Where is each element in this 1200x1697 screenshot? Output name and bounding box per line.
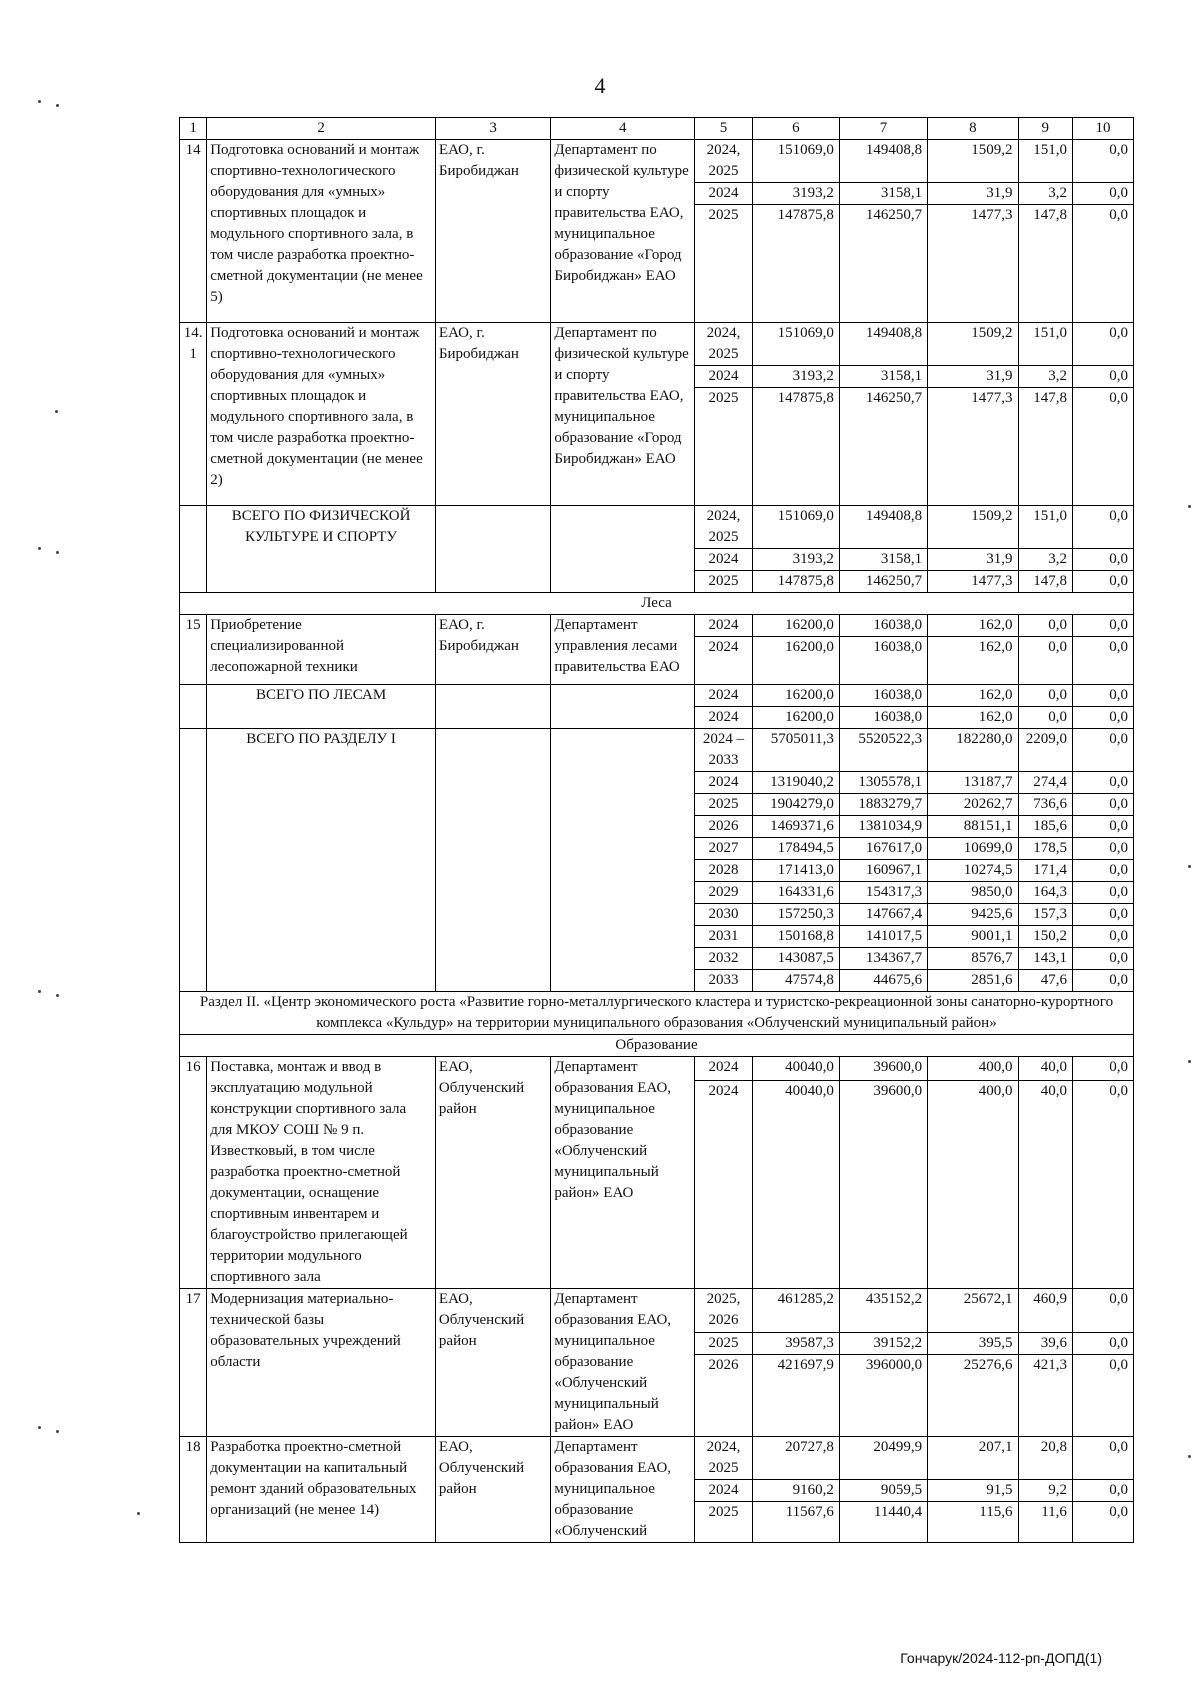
amount-cell: 0,0 bbox=[1072, 323, 1133, 366]
amount-cell: 0,0 bbox=[1072, 1502, 1133, 1543]
amount-cell: 146250,7 bbox=[839, 571, 927, 593]
amount-cell: 141017,5 bbox=[839, 926, 927, 948]
item-number-cell: 15 bbox=[180, 615, 207, 685]
amount-cell: 0,0 bbox=[1018, 615, 1072, 637]
amount-cell: 10274,5 bbox=[928, 860, 1018, 882]
amount-cell: 0,0 bbox=[1072, 388, 1133, 506]
empty-cell bbox=[435, 685, 550, 729]
amount-cell: 0,0 bbox=[1072, 729, 1133, 772]
amount-cell: 151069,0 bbox=[752, 323, 839, 366]
executor-cell: Департамент по физической культуре и спорту правительства ЕАО, муниципальное образование «Город Биробиджан» ЕАО bbox=[551, 323, 695, 506]
year-cell: 2033 bbox=[695, 970, 753, 992]
amount-cell: 10699,0 bbox=[928, 838, 1018, 860]
amount-cell: 13187,7 bbox=[928, 772, 1018, 794]
scan-speck bbox=[1188, 505, 1191, 508]
table-row bbox=[180, 1057, 1134, 1081]
year-cell: 2025 bbox=[695, 205, 753, 323]
scan-speck bbox=[137, 1512, 140, 1515]
empty-cell bbox=[551, 729, 695, 992]
amount-cell: 39600,0 bbox=[839, 1057, 927, 1081]
item-number-cell: 14.1 bbox=[180, 323, 207, 506]
amount-cell: 11,6 bbox=[1018, 1502, 1072, 1543]
amount-cell: 16200,0 bbox=[752, 615, 839, 637]
year-cell: 2024, 2025 bbox=[695, 323, 753, 366]
header-row bbox=[180, 118, 1134, 140]
header-cell: 8 bbox=[928, 118, 1018, 140]
amount-cell: 0,0 bbox=[1072, 685, 1133, 707]
amount-cell: 207,1 bbox=[928, 1437, 1018, 1480]
scan-speck bbox=[38, 990, 41, 993]
amount-cell: 0,0 bbox=[1072, 1437, 1133, 1480]
executor-cell: Департамент управления лесами правительства ЕАО bbox=[551, 615, 695, 685]
amount-cell: 154317,3 bbox=[839, 882, 927, 904]
amount-cell: 44675,6 bbox=[839, 970, 927, 992]
header-cell: 9 bbox=[1018, 118, 1072, 140]
empty-cell bbox=[435, 506, 550, 593]
amount-cell: 0,0 bbox=[1072, 1332, 1133, 1354]
amount-cell: 157,3 bbox=[1018, 904, 1072, 926]
amount-cell: 5705011,3 bbox=[752, 729, 839, 772]
amount-cell: 1904279,0 bbox=[752, 794, 839, 816]
amount-cell: 150168,8 bbox=[752, 926, 839, 948]
section-row bbox=[180, 1035, 1134, 1057]
amount-cell: 0,0 bbox=[1072, 366, 1133, 388]
item-number-cell: 18 bbox=[180, 1437, 207, 1543]
amount-cell: 0,0 bbox=[1072, 816, 1133, 838]
year-cell: 2024 bbox=[695, 637, 753, 685]
total-row bbox=[180, 729, 1134, 772]
amount-cell: 20262,7 bbox=[928, 794, 1018, 816]
amount-cell: 0,0 bbox=[1072, 1289, 1133, 1333]
year-cell: 2026 bbox=[695, 1354, 753, 1436]
amount-cell: 736,6 bbox=[1018, 794, 1072, 816]
amount-cell: 3158,1 bbox=[839, 366, 927, 388]
amount-cell: 147,8 bbox=[1018, 388, 1072, 506]
amount-cell: 147875,8 bbox=[752, 388, 839, 506]
amount-cell: 151069,0 bbox=[752, 506, 839, 549]
header-cell: 7 bbox=[839, 118, 927, 140]
amount-cell: 16038,0 bbox=[839, 637, 927, 685]
section-row bbox=[180, 992, 1134, 1035]
amount-cell: 421697,9 bbox=[752, 1354, 839, 1436]
amount-cell: 5520522,3 bbox=[839, 729, 927, 772]
year-cell: 2024 bbox=[695, 615, 753, 637]
year-cell: 2025 bbox=[695, 1502, 753, 1543]
amount-cell: 149408,8 bbox=[839, 323, 927, 366]
year-cell: 2028 bbox=[695, 860, 753, 882]
amount-cell: 115,6 bbox=[928, 1502, 1018, 1543]
total-row bbox=[180, 685, 1134, 707]
header-cell: 2 bbox=[207, 118, 436, 140]
executor-cell: Департамент образования ЕАО, муниципальное образование «Облученский муниципальный район» ЕАО bbox=[551, 1057, 695, 1289]
amount-cell: 149408,8 bbox=[839, 506, 927, 549]
amount-cell: 3193,2 bbox=[752, 549, 839, 571]
amount-cell: 11567,6 bbox=[752, 1502, 839, 1543]
year-cell: 2024, 2025 bbox=[695, 506, 753, 549]
amount-cell: 91,5 bbox=[928, 1480, 1018, 1502]
total-row bbox=[180, 506, 1134, 549]
amount-cell: 1305578,1 bbox=[839, 772, 927, 794]
total-label-cell: ВСЕГО ПО РАЗДЕЛУ I bbox=[207, 729, 436, 992]
header-cell: 6 bbox=[752, 118, 839, 140]
amount-cell: 178494,5 bbox=[752, 838, 839, 860]
amount-cell: 11440,4 bbox=[839, 1502, 927, 1543]
location-cell: ЕАО, г. Биробиджан bbox=[435, 615, 550, 685]
scan-speck bbox=[56, 551, 59, 554]
item-number-cell: 16 bbox=[180, 1057, 207, 1289]
scan-speck bbox=[1188, 865, 1191, 868]
location-cell: ЕАО, Облученский район bbox=[435, 1437, 550, 1543]
amount-cell: 0,0 bbox=[1072, 183, 1133, 205]
amount-cell: 2209,0 bbox=[1018, 729, 1072, 772]
amount-cell: 40,0 bbox=[1018, 1080, 1072, 1288]
section-heading-education: Образование bbox=[180, 1035, 1134, 1057]
amount-cell: 0,0 bbox=[1018, 637, 1072, 685]
amount-cell: 0,0 bbox=[1072, 205, 1133, 323]
amount-cell: 0,0 bbox=[1072, 838, 1133, 860]
amount-cell: 0,0 bbox=[1072, 707, 1133, 729]
amount-cell: 150,2 bbox=[1018, 926, 1072, 948]
amount-cell: 39,6 bbox=[1018, 1332, 1072, 1354]
amount-cell: 151,0 bbox=[1018, 140, 1072, 183]
table-row bbox=[180, 1437, 1134, 1480]
page-number: 4 bbox=[594, 73, 606, 98]
scan-speck bbox=[56, 994, 59, 997]
amount-cell: 9,2 bbox=[1018, 1480, 1072, 1502]
amount-cell: 31,9 bbox=[928, 366, 1018, 388]
amount-cell: 31,9 bbox=[928, 549, 1018, 571]
amount-cell: 9059,5 bbox=[839, 1480, 927, 1502]
amount-cell: 3158,1 bbox=[839, 183, 927, 205]
amount-cell: 39587,3 bbox=[752, 1332, 839, 1354]
amount-cell: 0,0 bbox=[1018, 685, 1072, 707]
amount-cell: 147,8 bbox=[1018, 205, 1072, 323]
year-cell: 2024 – 2033 bbox=[695, 729, 753, 772]
amount-cell: 3193,2 bbox=[752, 183, 839, 205]
amount-cell: 3193,2 bbox=[752, 366, 839, 388]
program-table bbox=[179, 117, 1134, 1543]
amount-cell: 88151,1 bbox=[928, 816, 1018, 838]
year-cell: 2024 bbox=[695, 1480, 753, 1502]
amount-cell: 0,0 bbox=[1072, 140, 1133, 183]
amount-cell: 16038,0 bbox=[839, 615, 927, 637]
year-cell: 2024, 2025 bbox=[695, 1437, 753, 1480]
year-cell: 2024 bbox=[695, 1080, 753, 1288]
amount-cell: 0,0 bbox=[1072, 926, 1133, 948]
amount-cell: 0,0 bbox=[1072, 1080, 1133, 1288]
section-heading-forest: Леса bbox=[180, 593, 1134, 615]
amount-cell: 171,4 bbox=[1018, 860, 1072, 882]
year-cell: 2024, 2025 bbox=[695, 140, 753, 183]
amount-cell: 16038,0 bbox=[839, 685, 927, 707]
amount-cell: 1319040,2 bbox=[752, 772, 839, 794]
scan-speck bbox=[1188, 1455, 1191, 1458]
item-name-cell: Модернизация материально-технической базы образовательных учреждений области bbox=[207, 1289, 436, 1437]
amount-cell: 2851,6 bbox=[928, 970, 1018, 992]
amount-cell: 421,3 bbox=[1018, 1354, 1072, 1436]
year-cell: 2024 bbox=[695, 549, 753, 571]
section-row bbox=[180, 593, 1134, 615]
amount-cell: 0,0 bbox=[1072, 1354, 1133, 1436]
amount-cell: 16200,0 bbox=[752, 637, 839, 685]
year-cell: 2032 bbox=[695, 948, 753, 970]
amount-cell: 3,2 bbox=[1018, 183, 1072, 205]
scan-speck bbox=[56, 104, 59, 107]
header-cell: 3 bbox=[435, 118, 550, 140]
amount-cell: 0,0 bbox=[1072, 948, 1133, 970]
location-cell: ЕАО, г. Биробиджан bbox=[435, 323, 550, 506]
year-cell: 2024 bbox=[695, 366, 753, 388]
amount-cell: 1469371,6 bbox=[752, 816, 839, 838]
year-cell: 2025 bbox=[695, 571, 753, 593]
amount-cell: 0,0 bbox=[1072, 860, 1133, 882]
amount-cell: 395,5 bbox=[928, 1332, 1018, 1354]
amount-cell: 9160,2 bbox=[752, 1480, 839, 1502]
empty-cell bbox=[180, 506, 207, 593]
amount-cell: 185,6 bbox=[1018, 816, 1072, 838]
amount-cell: 9001,1 bbox=[928, 926, 1018, 948]
amount-cell: 0,0 bbox=[1072, 794, 1133, 816]
item-name-cell: Разработка проектно-сметной документации на капитальный ремонт зданий образовательных организаций (не менее 14) bbox=[207, 1437, 436, 1543]
amount-cell: 151,0 bbox=[1018, 323, 1072, 366]
amount-cell: 3,2 bbox=[1018, 366, 1072, 388]
header-cell: 5 bbox=[695, 118, 753, 140]
empty-cell bbox=[180, 729, 207, 992]
scan-speck bbox=[38, 100, 41, 103]
header-cell: 1 bbox=[180, 118, 207, 140]
amount-cell: 20499,9 bbox=[839, 1437, 927, 1480]
empty-cell bbox=[551, 506, 695, 593]
document-footer: Гончарук/2024-112-рп-ДОПД(1) bbox=[900, 1650, 1102, 1666]
amount-cell: 40040,0 bbox=[752, 1057, 839, 1081]
amount-cell: 0,0 bbox=[1072, 882, 1133, 904]
total-label-cell: ВСЕГО ПО ЛЕСАМ bbox=[207, 685, 436, 729]
amount-cell: 396000,0 bbox=[839, 1354, 927, 1436]
table-row bbox=[180, 323, 1134, 366]
header-cell: 4 bbox=[551, 118, 695, 140]
amount-cell: 31,9 bbox=[928, 183, 1018, 205]
year-cell: 2025 bbox=[695, 388, 753, 506]
amount-cell: 147,8 bbox=[1018, 571, 1072, 593]
executor-cell: Департамент по физической культуре и спорту правительства ЕАО, муниципальное образование «Город Биробиджан» ЕАО bbox=[551, 140, 695, 323]
amount-cell: 1477,3 bbox=[928, 388, 1018, 506]
total-label-cell: ВСЕГО ПО ФИЗИЧЕСКОЙ КУЛЬТУРЕ И СПОРТУ bbox=[207, 506, 436, 593]
item-name-cell: Поставка, монтаж и ввод в эксплуатацию модульной конструкции спортивного зала для МКОУ СОШ № 9 п. Известковый, в том числе разработка проектно-сметной документации, оснащение спортивным инвентарем и благоустройство прилегающей территории модульного спортивного зала bbox=[207, 1057, 436, 1289]
amount-cell: 162,0 bbox=[928, 615, 1018, 637]
amount-cell: 39600,0 bbox=[839, 1080, 927, 1288]
amount-cell: 164331,6 bbox=[752, 882, 839, 904]
location-cell: ЕАО, Облученский район bbox=[435, 1057, 550, 1289]
amount-cell: 143087,5 bbox=[752, 948, 839, 970]
amount-cell: 460,9 bbox=[1018, 1289, 1072, 1333]
amount-cell: 0,0 bbox=[1072, 571, 1133, 593]
amount-cell: 25276,6 bbox=[928, 1354, 1018, 1436]
amount-cell: 164,3 bbox=[1018, 882, 1072, 904]
year-cell: 2029 bbox=[695, 882, 753, 904]
year-cell: 2024 bbox=[695, 1057, 753, 1081]
amount-cell: 0,0 bbox=[1072, 637, 1133, 685]
section-2-title: Раздел II. «Центр экономического роста «Развитие горно-металлургического кластера и туристско-рекреационной зоны санаторно-курортного комплекса «Кульдур» на территории муниципального образования «Облученский муниципальный район» bbox=[180, 992, 1134, 1035]
table-row bbox=[180, 1289, 1134, 1333]
year-cell: 2030 bbox=[695, 904, 753, 926]
amount-cell: 147875,8 bbox=[752, 205, 839, 323]
amount-cell: 182280,0 bbox=[928, 729, 1018, 772]
amount-cell: 461285,2 bbox=[752, 1289, 839, 1333]
amount-cell: 0,0 bbox=[1072, 549, 1133, 571]
amount-cell: 0,0 bbox=[1072, 1057, 1133, 1081]
amount-cell: 162,0 bbox=[928, 707, 1018, 729]
year-cell: 2025 bbox=[695, 1332, 753, 1354]
year-cell: 2024 bbox=[695, 685, 753, 707]
year-cell: 2024 bbox=[695, 183, 753, 205]
amount-cell: 1381034,9 bbox=[839, 816, 927, 838]
location-cell: ЕАО, Облученский район bbox=[435, 1289, 550, 1437]
item-name-cell: Подготовка оснований и монтаж спортивно-технологического оборудования для «умных» спортивных площадок и модульного спортивного зала, в том числе разработка проектно-сметной документации (не менее 2) bbox=[207, 323, 436, 506]
scan-speck bbox=[56, 1430, 59, 1433]
scan-speck bbox=[38, 547, 41, 550]
item-name-cell: Приобретение специализированной лесопожарной техники bbox=[207, 615, 436, 685]
amount-cell: 146250,7 bbox=[839, 205, 927, 323]
amount-cell: 3,2 bbox=[1018, 549, 1072, 571]
amount-cell: 157250,3 bbox=[752, 904, 839, 926]
scan-speck bbox=[38, 1426, 41, 1429]
amount-cell: 1509,2 bbox=[928, 140, 1018, 183]
amount-cell: 162,0 bbox=[928, 685, 1018, 707]
amount-cell: 20727,8 bbox=[752, 1437, 839, 1480]
amount-cell: 1509,2 bbox=[928, 506, 1018, 549]
amount-cell: 16200,0 bbox=[752, 685, 839, 707]
year-cell: 2027 bbox=[695, 838, 753, 860]
amount-cell: 1477,3 bbox=[928, 205, 1018, 323]
amount-cell: 1477,3 bbox=[928, 571, 1018, 593]
amount-cell: 435152,2 bbox=[839, 1289, 927, 1333]
amount-cell: 160967,1 bbox=[839, 860, 927, 882]
amount-cell: 167617,0 bbox=[839, 838, 927, 860]
item-name-cell: Подготовка оснований и монтаж спортивно-технологического оборудования для «умных» спортивных площадок и модульного спортивного зала, в том числе разработка проектно-сметной документации (не менее 5) bbox=[207, 140, 436, 323]
amount-cell: 151069,0 bbox=[752, 140, 839, 183]
table-row bbox=[180, 615, 1134, 637]
amount-cell: 178,5 bbox=[1018, 838, 1072, 860]
amount-cell: 8576,7 bbox=[928, 948, 1018, 970]
amount-cell: 400,0 bbox=[928, 1057, 1018, 1081]
executor-cell: Департамент образования ЕАО, муниципальное образование «Облученский bbox=[551, 1437, 695, 1543]
amount-cell: 134367,7 bbox=[839, 948, 927, 970]
amount-cell: 40040,0 bbox=[752, 1080, 839, 1288]
amount-cell: 25672,1 bbox=[928, 1289, 1018, 1333]
table-row bbox=[180, 140, 1134, 183]
empty-cell bbox=[551, 685, 695, 729]
amount-cell: 151,0 bbox=[1018, 506, 1072, 549]
header-cell: 10 bbox=[1072, 118, 1133, 140]
year-cell: 2031 bbox=[695, 926, 753, 948]
amount-cell: 0,0 bbox=[1072, 904, 1133, 926]
year-cell: 2025 bbox=[695, 794, 753, 816]
scan-speck bbox=[1188, 1060, 1191, 1063]
amount-cell: 147667,4 bbox=[839, 904, 927, 926]
amount-cell: 149408,8 bbox=[839, 140, 927, 183]
amount-cell: 0,0 bbox=[1072, 772, 1133, 794]
amount-cell: 147875,8 bbox=[752, 571, 839, 593]
amount-cell: 1509,2 bbox=[928, 323, 1018, 366]
year-cell: 2026 bbox=[695, 816, 753, 838]
amount-cell: 0,0 bbox=[1072, 1480, 1133, 1502]
amount-cell: 171413,0 bbox=[752, 860, 839, 882]
empty-cell bbox=[435, 729, 550, 992]
item-number-cell: 14 bbox=[180, 140, 207, 323]
scan-speck bbox=[55, 410, 58, 413]
amount-cell: 162,0 bbox=[928, 637, 1018, 685]
amount-cell: 47,6 bbox=[1018, 970, 1072, 992]
amount-cell: 16200,0 bbox=[752, 707, 839, 729]
amount-cell: 3158,1 bbox=[839, 549, 927, 571]
amount-cell: 20,8 bbox=[1018, 1437, 1072, 1480]
location-cell: ЕАО, г. Биробиджан bbox=[435, 140, 550, 323]
amount-cell: 274,4 bbox=[1018, 772, 1072, 794]
amount-cell: 0,0 bbox=[1072, 615, 1133, 637]
amount-cell: 1883279,7 bbox=[839, 794, 927, 816]
amount-cell: 39152,2 bbox=[839, 1332, 927, 1354]
amount-cell: 16038,0 bbox=[839, 707, 927, 729]
amount-cell: 0,0 bbox=[1072, 506, 1133, 549]
amount-cell: 47574,8 bbox=[752, 970, 839, 992]
amount-cell: 143,1 bbox=[1018, 948, 1072, 970]
amount-cell: 9425,6 bbox=[928, 904, 1018, 926]
empty-cell bbox=[180, 685, 207, 729]
amount-cell: 400,0 bbox=[928, 1080, 1018, 1288]
item-number-cell: 17 bbox=[180, 1289, 207, 1437]
amount-cell: 0,0 bbox=[1072, 970, 1133, 992]
year-cell: 2024 bbox=[695, 772, 753, 794]
amount-cell: 9850,0 bbox=[928, 882, 1018, 904]
amount-cell: 0,0 bbox=[1018, 707, 1072, 729]
executor-cell: Департамент образования ЕАО, муниципальное образование «Облученский муниципальный район» ЕАО bbox=[551, 1289, 695, 1437]
year-cell: 2024 bbox=[695, 707, 753, 729]
amount-cell: 146250,7 bbox=[839, 388, 927, 506]
amount-cell: 40,0 bbox=[1018, 1057, 1072, 1081]
year-cell: 2025, 2026 bbox=[695, 1289, 753, 1333]
